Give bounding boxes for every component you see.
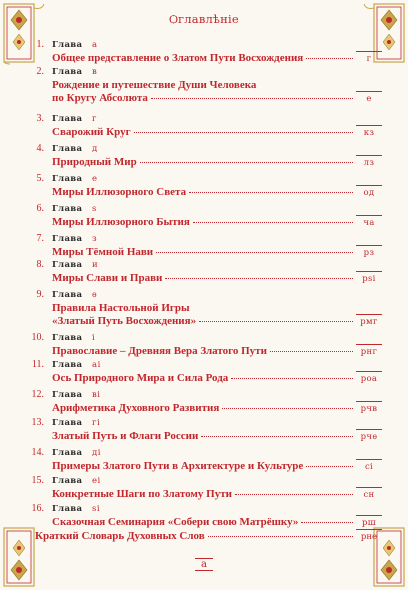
chapter-numeral: ві	[92, 390, 101, 400]
page-number: рз	[356, 245, 382, 260]
chapter-label: Глава	[52, 40, 83, 50]
chapter-label: Глава	[52, 67, 83, 77]
chapter-number: 7.	[36, 233, 44, 244]
leader-dots	[193, 213, 353, 223]
chapter-numeral: і	[92, 333, 96, 343]
chapter-label: Глава	[52, 504, 83, 514]
chapter-numeral: д	[92, 144, 98, 154]
page-number: ча	[356, 215, 382, 230]
chapter-numeral: г	[92, 114, 97, 124]
chapter-number: 6.	[36, 203, 44, 214]
chapter-title: Примеры Златого Пути в Архитектуре и Культуре	[52, 460, 304, 472]
chapter-label: Глава	[52, 290, 83, 300]
page-number: рнг	[356, 344, 382, 359]
leader-dots	[231, 369, 353, 379]
chapter-number: 11.	[31, 359, 44, 370]
dictionary-entry[interactable]	[35, 529, 356, 543]
chapter-title: Златый Путь и Флаги России	[52, 430, 199, 442]
chapter-label: Глава	[52, 360, 83, 370]
page-number: сі	[356, 459, 382, 474]
leader-dots	[222, 399, 353, 409]
page-number: рчв	[356, 401, 382, 416]
chapter-numeral: ді	[92, 448, 101, 458]
chapter-title: Правила Настольной Игры	[52, 302, 190, 314]
chapter-label: Глава	[52, 144, 83, 154]
chapter-numeral: в	[92, 67, 98, 77]
leader-dots	[189, 183, 353, 193]
chapter-numeral: гі	[92, 418, 101, 428]
chapter-number: 3.	[36, 113, 44, 124]
leader-dots	[165, 269, 353, 279]
chapter-title: «Златый Путь Восхождения»	[52, 315, 197, 327]
chapter-number: 2.	[36, 66, 44, 77]
chapter-label: Глава	[52, 260, 83, 270]
chapter-number: 13.	[31, 417, 44, 428]
chapter-label: Глава	[52, 476, 83, 486]
chapter-number: 16.	[31, 503, 44, 514]
chapter-label: Глава	[52, 390, 83, 400]
chapter-numeral: а	[92, 40, 98, 50]
page-number: е	[356, 91, 382, 106]
chapter-label: Глава	[52, 234, 83, 244]
chapter-title: Миры Тёмной Нави	[52, 246, 154, 258]
leader-dots	[156, 243, 353, 253]
page-number: од	[356, 185, 382, 200]
leader-dots	[235, 485, 353, 495]
leader-dots	[208, 527, 353, 537]
chapter-label: Глава	[52, 114, 83, 124]
chapter-number: 14.	[31, 447, 44, 458]
page-number: роа	[356, 371, 382, 386]
chapter-title: Общее представление о Златом Пути Восхождения	[52, 52, 304, 64]
folio-number: а	[195, 558, 213, 571]
leader-dots	[201, 427, 353, 437]
chapter-label: Глава	[52, 418, 83, 428]
page-number: рмг	[356, 314, 382, 329]
chapter-numeral: и	[92, 260, 99, 270]
corner-ornament-top-left	[0, 0, 46, 66]
chapter-number: 4.	[36, 143, 44, 154]
chapter-label: Глава	[52, 174, 83, 184]
chapter-title: по Кругу Абсолюта	[52, 92, 148, 104]
chapter-number: 15.	[31, 475, 44, 486]
page-folio	[0, 558, 408, 571]
leader-dots	[306, 457, 353, 467]
chapter-numeral: ѕі	[92, 504, 101, 514]
leader-dots	[134, 123, 353, 133]
leader-dots	[151, 89, 353, 99]
chapter-label: Глава	[52, 333, 83, 343]
chapter-title: Рождение и путешествие Души Человека	[52, 79, 257, 91]
page-number: рчѳ	[356, 429, 382, 444]
page-number: рш	[356, 515, 382, 530]
leader-dots	[140, 153, 353, 163]
leader-dots	[301, 513, 353, 523]
page-title: Ѻглавлѣніе	[169, 12, 239, 26]
page-number: сн	[356, 487, 382, 502]
chapter-label: Глава	[52, 448, 83, 458]
page-number: кз	[356, 125, 382, 140]
page-number: лз	[356, 155, 382, 170]
chapter-number: 9.	[36, 289, 44, 300]
leader-dots	[306, 49, 353, 59]
chapter-numeral: ѕ	[92, 204, 97, 214]
chapter-title: Природный Мир	[52, 156, 137, 168]
chapter-title: Миры Слави и Прави	[52, 272, 163, 284]
chapter-title: Миры Иллюзорного Света	[52, 186, 187, 198]
chapter-title: Сказочная Семинария «Собери свою Матрёшку»	[52, 516, 299, 528]
chapter-numeral: еі	[92, 476, 101, 486]
chapter-title: Сварожий Круг	[52, 126, 131, 138]
chapter-numeral: аі	[92, 360, 101, 370]
chapter-numeral: ѳ	[92, 290, 98, 300]
chapter-title: Ось Природного Мира и Сила Рода	[52, 372, 229, 384]
dictionary-title: Краткий Словарь Духовных Слов	[35, 530, 205, 542]
chapter-title: Арифметика Духовного Развития	[52, 402, 220, 414]
page-number: рѕі	[356, 271, 382, 286]
leader-dots	[270, 342, 353, 352]
chapter-number: 12.	[31, 389, 44, 400]
chapter-title: Конкретные Шаги по Златому Пути	[52, 488, 232, 500]
chapter-title: Миры Иллюзорного Бытия	[52, 216, 190, 228]
chapter-numeral: з	[92, 234, 98, 244]
chapter-number: 5.	[36, 173, 44, 184]
chapter-number: 10.	[31, 332, 44, 343]
page-number: г	[356, 51, 382, 66]
leader-dots	[199, 312, 353, 322]
chapter-label: Глава	[52, 204, 83, 214]
dictionary-page-number: рне	[356, 529, 382, 544]
chapter-title: Православие – Древняя Вера Златого Пути	[52, 345, 267, 357]
chapter-numeral: е	[92, 174, 98, 184]
chapter-number: 8.	[36, 259, 44, 270]
chapter-number: 1.	[36, 39, 44, 50]
